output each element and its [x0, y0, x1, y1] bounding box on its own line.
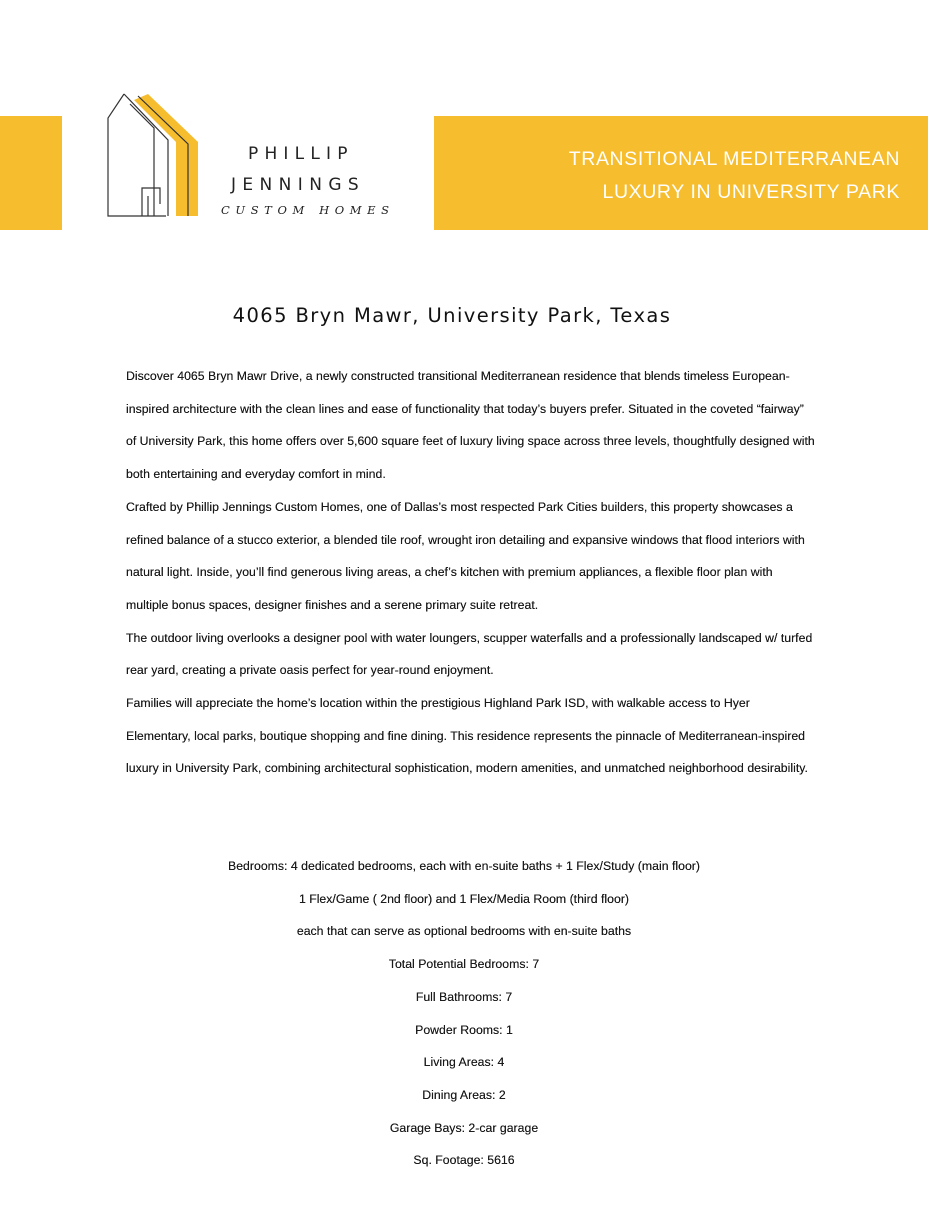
- banner-title-line1: TRANSITIONAL MEDITERRANEAN: [568, 148, 900, 170]
- spec-powder-rooms: Powder Rooms: 1: [415, 1022, 513, 1037]
- spec-flex-note: each that can serve as optional bedrooms with en-suite baths: [296, 924, 632, 939]
- property-address: 4065 Bryn Mawr, University Park, Texas: [232, 304, 672, 327]
- header-band-left: [0, 116, 62, 230]
- spec-square-footage: Sq. Footage: 5616: [413, 1153, 515, 1168]
- description-paragraph: Families will appreciate the home’s location within the prestigious Highland Park ISD, with walkable access to Hyer Elementary, local parks, boutique shopping and fine dining. This residence represents the pinnacle of Mediterranean-inspired luxury in University Park, combining architectural sophistication, modern amenities, and unmatched neighborhood desirability.: [126, 696, 808, 776]
- banner-title-line2: LUXURY IN UNIVERSITY PARK: [602, 181, 900, 203]
- spec-living-areas: Living Areas: 4: [423, 1055, 505, 1070]
- spec-dining-areas: Dining Areas: 2: [422, 1087, 506, 1102]
- description-paragraph: Crafted by Phillip Jennings Custom Homes, one of Dallas’s most respected Park Cities builders, this property showcases a refined balance of a stucco exterior, a blended tile roof, wrought iron detailing and expansive windows that flood interiors with natural light. Inside, you’ll find generous living areas, a chef’s kitchen with premium appliances, a flexible floor plan with multiple bonus spaces, designer finishes and a serene primary suite retreat.: [126, 499, 805, 612]
- brand-tagline: CUSTOM HOMES: [221, 203, 395, 217]
- header-banner: [434, 116, 928, 230]
- spec-garage: Garage Bays: 2-car garage: [389, 1120, 539, 1135]
- spec-flex-rooms: 1 Flex/Game ( 2nd floor) and 1 Flex/Media Room (third floor): [298, 891, 630, 906]
- brand-name-first: PHILLIP: [248, 144, 354, 164]
- spec-total-bedrooms: Total Potential Bedrooms: 7: [388, 957, 540, 972]
- property-specs: [0, 850, 928, 1177]
- description-paragraph: The outdoor living overlooks a designer pool with water loungers, scupper waterfalls and a professionally landscaped w/ turfed rear yard, creating a private oasis perfect for year-round enjoyment.: [126, 630, 813, 678]
- spec-bedrooms: Bedrooms: 4 dedicated bedrooms, each with en-suite baths + 1 Flex/Study (main floor): [228, 859, 700, 873]
- description-paragraph: Discover 4065 Bryn Mawr Drive, a newly constructed transitional Mediterranean residence that blends timeless European-inspired architecture with the clean lines and ease of functionality that today’s buyers prefer. Situated in the coveted “fairway” of University Park, this home offers over 5,600 square feet of luxury living space across three levels, thoughtfully designed with both entertaining and everyday comfort in mind.: [126, 369, 815, 482]
- brand-name-last: JENNINGS: [231, 175, 366, 195]
- house-logo-icon: [104, 92, 200, 220]
- spec-full-bathrooms: Full Bathrooms: 7: [415, 989, 513, 1004]
- property-description: [126, 360, 816, 785]
